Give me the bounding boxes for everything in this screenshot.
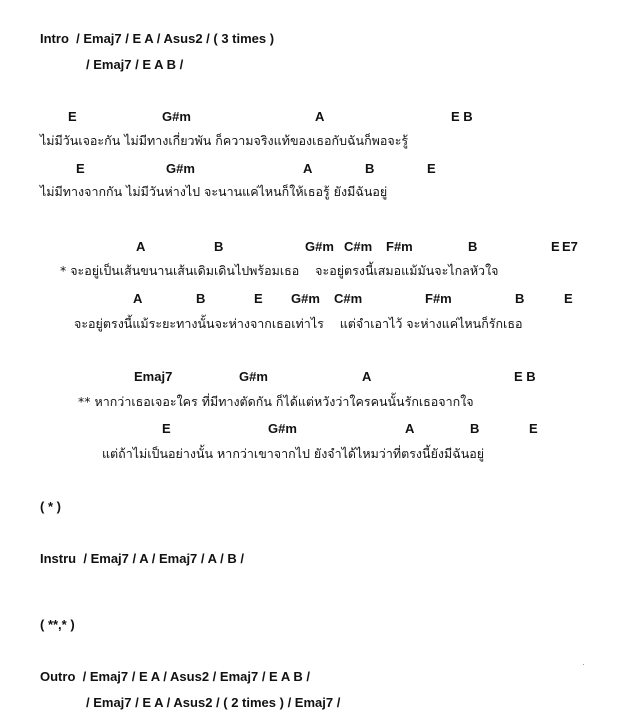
chorus1-lyric-1: * จะอยู่เป็นเส้นขนานเส้นเดิมเดินไปพร้อมเธอ จะอยู่ตรงนี้เสมอแม้มันจะไกลหัวใจ (60, 263, 499, 278)
chorus2-lyric-1: ** หากว่าเธอเจอะใคร ที่มีทางตัดกัน ก็ได้แต่หวังว่าใครคนนั้นรักเธอจากใจ (78, 394, 474, 409)
chord: A (315, 109, 325, 124)
instru-line (40, 551, 244, 567)
repeat-marker-1: ( * ) (40, 499, 61, 514)
chord: G#m (268, 421, 297, 436)
outro-progression-1: / Emaj7 / E A / Asus2 / Emaj7 / E A B / (82, 669, 310, 684)
chord: E (551, 239, 560, 254)
chord: E B (514, 369, 536, 384)
chord: B (214, 239, 224, 254)
chord: A (133, 291, 143, 306)
instru-label: Instru (40, 551, 77, 566)
chord: G#m (166, 161, 195, 176)
chord: A (405, 421, 415, 436)
chord: B (196, 291, 206, 306)
chord: A (362, 369, 372, 384)
chord: E (564, 291, 573, 306)
outro-line-1 (40, 669, 310, 685)
outro-progression-2: / Emaj7 / E A / Asus2 / ( 2 times ) / Emaj7 / (86, 695, 341, 710)
chord: E (76, 161, 85, 176)
verse-lyric-2: ไม่มีทางจากกัน ไม่มีวันห่างไป จะนานแค่ไหนก็ให้เธอรู้ ยังมีฉันอยู่ (40, 184, 388, 199)
chord: B (468, 239, 478, 254)
chord: F#m (386, 239, 413, 254)
chord: A (136, 239, 146, 254)
chord: E (254, 291, 263, 306)
intro-progression-1: / Emaj7 / E A / Asus2 / ( 3 times ) (76, 31, 275, 46)
repeat-marker-2: ( **,* ) (40, 617, 75, 632)
intro-label: Intro (40, 31, 69, 46)
chord: G#m (305, 239, 334, 254)
chord: C#m (344, 239, 373, 254)
chord: E (162, 421, 171, 436)
instru-progression: / Emaj7 / A / Emaj7 / A / B / (83, 551, 244, 566)
chorus2-lyric-2: แต่ถ้าไม่เป็นอย่างนั้น หากว่าเขาจากไป ยังจำได้ไหมว่าที่ตรงนี้ยังมีฉันอยู่ (102, 446, 485, 461)
chord: E (68, 109, 77, 124)
intro-progression-2: / Emaj7 / E A B / (86, 57, 184, 72)
chord: G#m (291, 291, 320, 306)
chord: E7 (562, 239, 578, 254)
intro-line-1 (40, 31, 274, 47)
stray-dot (583, 664, 584, 665)
chord: C#m (334, 291, 363, 306)
chord: F#m (425, 291, 452, 306)
outro-label: Outro (40, 669, 76, 684)
chord: G#m (239, 369, 268, 384)
chord: A (303, 161, 313, 176)
chord: Emaj7 (134, 369, 173, 384)
chord: E (427, 161, 436, 176)
chord: B (470, 421, 480, 436)
chord: E (529, 421, 538, 436)
chord: B (365, 161, 375, 176)
chord: G#m (162, 109, 191, 124)
chorus1-lyric-2: จะอยู่ตรงนี้แม้ระยะทางนั้นจะห่างจากเธอเท่าไร แต่จำเอาไว้ จะห่างแค่ไหนก็รักเธอ (74, 316, 523, 331)
verse-lyric-1: ไม่มีวันเจอะกัน ไม่มีทางเกี่ยวพัน ก็ความจริงแท้ของเธอกับฉันก็พอจะรู้ (40, 133, 409, 148)
chord: E B (451, 109, 473, 124)
chord: B (515, 291, 525, 306)
